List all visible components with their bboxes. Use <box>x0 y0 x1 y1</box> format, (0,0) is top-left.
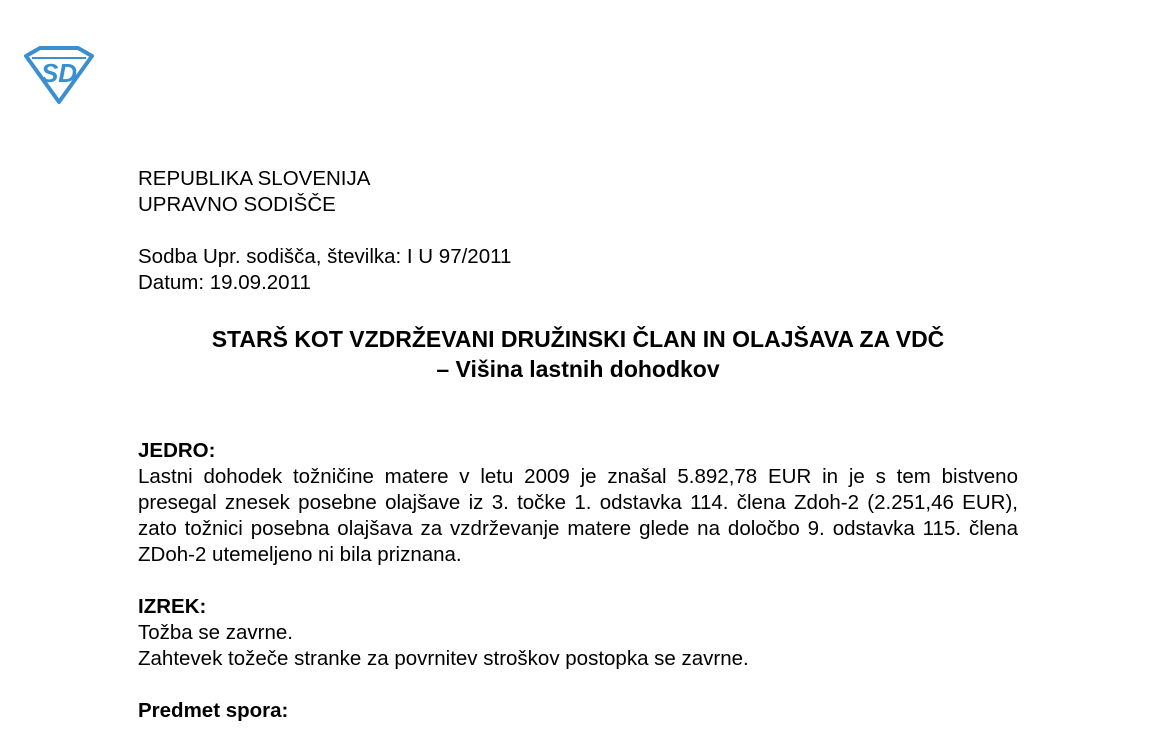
title-main: STARŠ KOT VZDRŽEVANI DRUŽINSKI ČLAN IN OLAJŠAVA ZA VDČ <box>211 326 945 352</box>
jedro-heading: JEDRO: <box>138 439 216 462</box>
izrek-heading: IZREK: <box>138 595 207 618</box>
header-republic: REPUBLIKA SLOVENIJA <box>138 167 371 190</box>
izrek-line-2: Zahtevek tožeče stranke za povrnitev stroškov postopka se zavrne. <box>138 647 749 670</box>
header-court: UPRAVNO SODIŠČE <box>138 193 336 216</box>
jedro-text: Lastni dohodek tožničine matere v letu 2009 je znašal 5.892,78 EUR in je s tem bistveno presegal znesek posebne olajšave iz 3. točke 1. odstavka 114. člena Zdoh-2 (2.251,46 EUR), zato tožnici posebna olajšava za vzdrževanje matere glede na določbo 9. odstavka 115. člena ZDoh-2 utemeljeno ni bila priznana. <box>138 465 1018 566</box>
decision-date: Datum: 19.09.2011 <box>138 271 311 294</box>
sd-logo-icon <box>22 46 96 104</box>
document-title <box>138 324 1018 384</box>
title-sub: – Višina lastnih dohodkov <box>436 356 720 382</box>
logo-text: SD <box>40 58 78 88</box>
izrek-line-1: Tožba se zavrne. <box>138 621 293 644</box>
document-body <box>138 166 1018 724</box>
case-number: Sodba Upr. sodišča, številka: I U 97/2011 <box>138 245 512 268</box>
predmet-heading: Predmet spora: <box>138 699 289 722</box>
